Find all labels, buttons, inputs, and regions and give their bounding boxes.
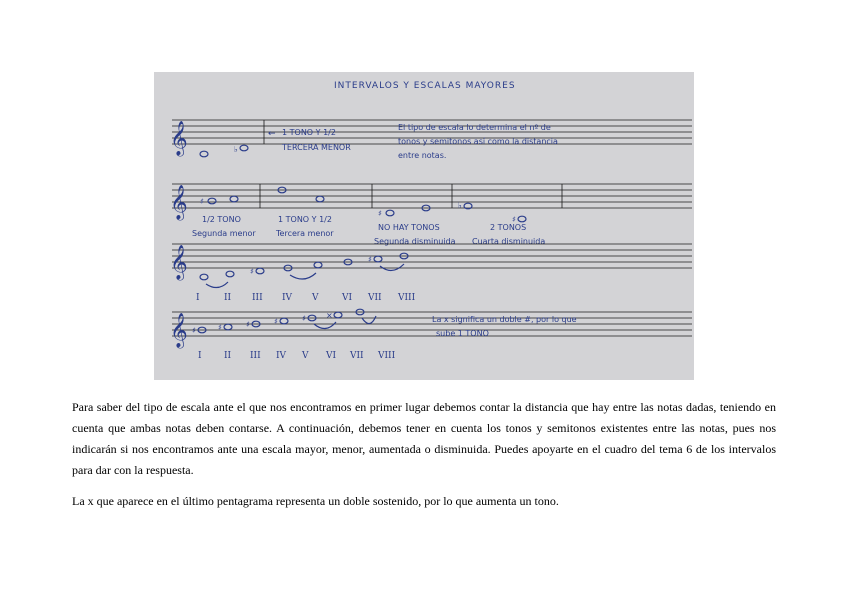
sharp-sign-icon: ♯ [246,320,250,329]
staff-2 [170,184,692,246]
staff-4-numerals [198,351,396,361]
treble-clef-icon: 𝄞 [170,313,188,348]
degree-numeral: II [224,293,232,303]
interval-label-3-line1: NO HAY TONOS [378,223,440,232]
treble-clef-icon: 𝄞 [170,185,188,220]
degree-numeral: VIII [398,293,416,303]
note-icon [316,196,324,202]
interval-label-4-line2: Cuarta disminuida [472,237,546,246]
degree-numeral: VII [350,351,364,361]
explanation-line1: El tipo de escala lo determina el nº de [398,123,551,132]
degree-numeral: I [196,293,200,303]
sharp-sign-icon: ♯ [192,326,196,335]
note-icon [314,262,322,268]
interval-label-1-line2: Segunda menor [192,229,256,238]
sharp-sign-icon: ♯ [378,209,382,218]
degree-numeral: I [198,351,202,361]
treble-clef-icon: 𝄞 [170,245,188,280]
sharp-sign-icon: ♯ [200,197,204,206]
double-sharp-note-line2: sube 1 TONO [436,329,489,338]
sharp-sign-icon: ♯ [368,255,372,264]
degree-numeral: IV [276,351,287,361]
note-icon [226,271,234,277]
note-icon [334,312,342,318]
note-icon [200,274,208,280]
staff-3-numerals [196,293,416,303]
degree-numeral: VI [342,293,353,303]
explanation-paragraph: Para saber del tipo de escala ante el que nos encontramos en primer lugar debemos contar la distancia que hay entre las notas dadas, teniendo en cuenta que ambas notas deben contarse. A continuación, debemos tener en cuenta los tonos y semitonos existentes entre las notas, pues nos indicarán si nos encontramos ante una escala mayor, menor, aumentada o disminuida. Puedes apoyarte en el cuadro del tema 6 de los intervalos para dar con la respuesta. [72,400,776,477]
sharp-sign-icon: ♯ [302,314,306,323]
note-icon [240,145,248,151]
sheet-title: INTERVALOS Y ESCALAS MAYORES [334,81,516,91]
interval-label-3-line2: Segunda disminuida [374,237,456,246]
degree-numeral: III [252,293,263,303]
arrow-left-icon: ← [268,129,276,139]
double-sharp-paragraph: La x que aparece en el último pentagrama representa un doble sostenido, por lo que aumenta un tono. [72,494,559,508]
interval-label-4-line1: 2 TONOS [490,223,527,232]
staff-1 [170,120,692,160]
sharp-sign-icon: ♯ [218,323,222,332]
note-icon [224,324,232,330]
staff-3 [170,244,692,303]
degree-numeral: III [250,351,261,361]
note-icon [208,198,216,204]
treble-clef-icon: 𝄞 [170,121,188,156]
sharp-sign-icon: ♯ [512,215,516,224]
interval-label-2-line2: Tercera menor [276,229,334,238]
note-icon [518,216,526,222]
degree-numeral: IV [282,293,293,303]
degree-numeral: II [224,351,232,361]
degree-numeral: VI [326,351,337,361]
note-icon [386,210,394,216]
interval-note-line2: TERCERA MENOR [282,143,351,152]
handwritten-notes-photo [154,72,694,380]
interval-label-2-line1: 1 TONO Y 1/2 [278,215,332,224]
interval-label-1-line1: 1/2 TONO [202,215,241,224]
degree-numeral: VII [368,293,382,303]
flat-sign-icon: ♭ [234,145,238,154]
flat-sign-icon: ♭ [458,201,462,210]
degree-numeral: VIII [378,351,396,361]
degree-numeral: V [312,293,319,303]
sharp-sign-icon: ♯ [274,317,278,326]
explanation-line2: tonos y semitonos así como la distancia [398,137,558,146]
double-sharp-icon: × [326,311,333,320]
degree-numeral: V [302,351,309,361]
interval-note-line1: 1 TONO Y 1/2 [282,128,336,137]
note-icon [280,318,288,324]
sharp-sign-icon: ♯ [250,267,254,276]
note-icon [200,151,208,157]
double-sharp-note-line1: La x significa un doble #, por lo que [432,315,577,324]
explanation-line3: entre notas. [398,151,447,160]
note-icon [374,256,382,262]
note-icon [256,268,264,274]
note-icon [230,196,238,202]
music-sheet-drawing [154,72,694,380]
staff-4 [170,309,692,361]
